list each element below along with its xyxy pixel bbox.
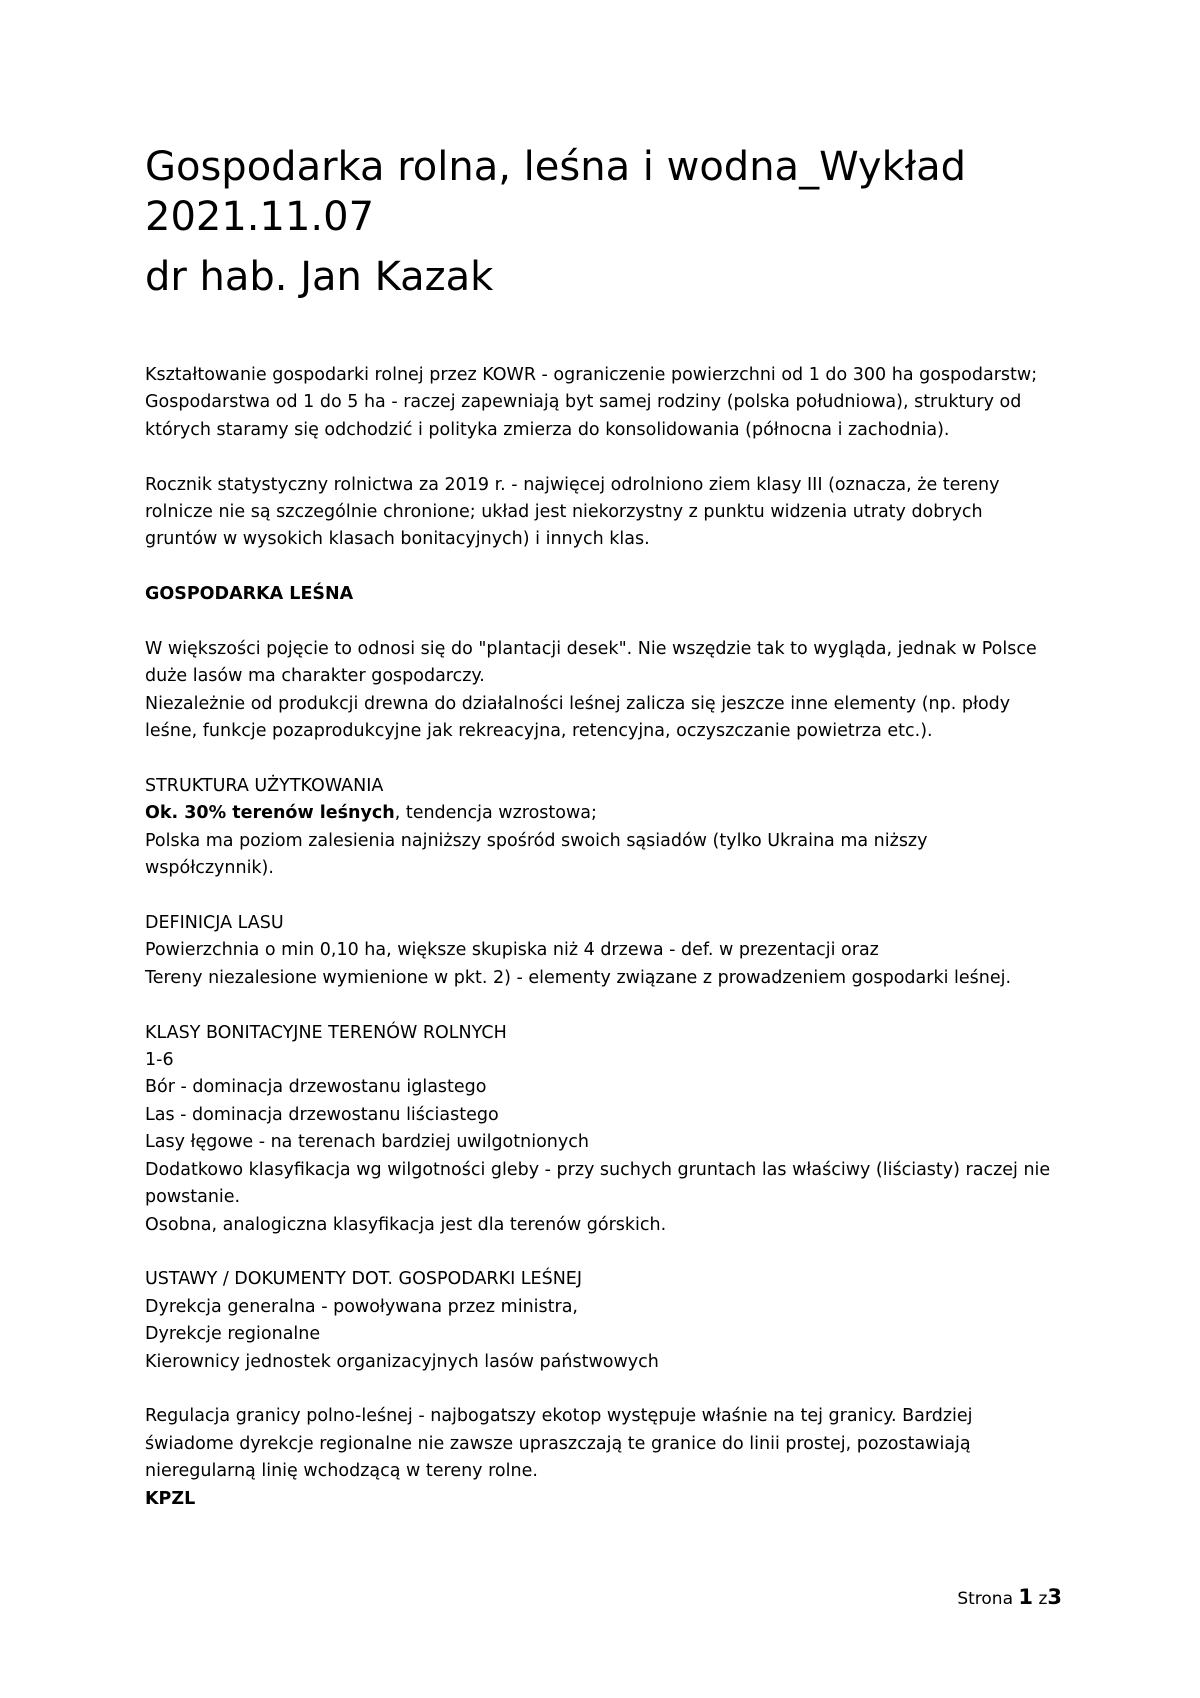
text-line: Gospodarstwa od 1 do 5 ha - raczej zapewniają byt samej rodziny (polska południowa), struktury od bbox=[145, 392, 1022, 413]
text-line: leśne, funkcje pozaprodukcyjne jak rekreacyjna, retencyjna, oczyszczanie powietrza etc.). bbox=[145, 721, 933, 742]
text-line: Dyrekcja generalna - powoływana przez ministra, bbox=[145, 1296, 578, 1317]
document-author: dr hab. Jan Kazak bbox=[145, 254, 494, 300]
page-separator: z bbox=[1038, 1589, 1048, 1609]
text-line: 1-6 bbox=[145, 1050, 174, 1071]
text-line: Kształtowanie gospodarki rolnej przez KOWR - ograniczenie powierzchni od 1 do 300 ha gospodarstw; bbox=[145, 365, 1038, 385]
text-line: Tereny niezalesione wymienione w pkt. 2) - elementy związane z prowadzeniem gospodarki leśnej. bbox=[145, 967, 1012, 988]
section-regulacja bbox=[145, 1403, 1075, 1513]
text-line: W większości pojęcie to odnosi się do "plantacji desek". Nie wszędzie tak to wygląda, jednak w Polsce bbox=[145, 639, 1037, 660]
paragraph-forest-intro bbox=[145, 636, 1075, 746]
text-line: rolnicze nie są szczególnie chronione; układ jest niekorzystny z punktu widzenia utraty dobrych bbox=[145, 502, 983, 523]
paragraph-rocznik bbox=[145, 472, 1075, 554]
text-line: Lasy łęgowe - na terenach bardziej uwilgotnionych bbox=[145, 1132, 589, 1153]
text-line: świadome dyrekcje regionalne nie zawsze upraszczają te granice do linii prostej, pozostawiają bbox=[145, 1433, 971, 1454]
section-ustawy bbox=[145, 1266, 1075, 1376]
section-heading-forest: GOSPODARKA LEŚNA bbox=[145, 584, 354, 605]
text-line: współczynnik). bbox=[145, 858, 274, 879]
text-line: powstanie. bbox=[145, 1187, 241, 1208]
section-heading-ustawy: USTAWY / DOKUMENTY DOT. GOSPODARKI LEŚNEJ bbox=[145, 1269, 583, 1290]
kpzl-label: KPZL bbox=[145, 1488, 196, 1509]
document-body bbox=[145, 362, 1075, 1513]
document-title-line-1: Gospodarka rolna, leśna i wodna_Wykład bbox=[145, 144, 967, 190]
section-heading-definicja: DEFINICJA LASU bbox=[145, 913, 284, 934]
text-line: Powierzchnia o min 0,10 ha, większe skupiska niż 4 drzewa - def. w prezentacji oraz bbox=[145, 940, 879, 961]
text-fragment: , tendencja wzrostowa; bbox=[394, 803, 597, 824]
section-heading-struktura: STRUKTURA UŻYTKOWANIA bbox=[145, 776, 384, 797]
section-heading-klasy: KLASY BONITACYJNE TERENÓW ROLNYCH bbox=[145, 1022, 507, 1043]
text-line: Osobna, analogiczna klasyfikacja jest dla terenów górskich. bbox=[145, 1214, 667, 1235]
text-line: Kierownicy jednostek organizacyjnych lasów państwowych bbox=[145, 1351, 659, 1372]
bold-fragment: Ok. 30% terenów leśnych bbox=[145, 803, 395, 824]
text-line: Niezależnie od produkcji drewna do działalności leśnej zalicza się jeszcze inne elementy (np. płody bbox=[145, 693, 1011, 714]
document-title-line-2: 2021.11.07 bbox=[145, 194, 375, 240]
section-definicja bbox=[145, 910, 1075, 992]
text-line: Dyrekcje regionalne bbox=[145, 1324, 321, 1345]
text-line: nieregularną linię wchodzącą w tereny rolne. bbox=[145, 1461, 538, 1482]
title-block bbox=[145, 142, 1075, 302]
text-line: Regulacja granicy polno-leśnej - najbogatszy ekotop występuje właśnie na tej granicy. Bardziej bbox=[145, 1406, 973, 1427]
section-klasy bbox=[145, 1020, 1075, 1239]
text-line: duże lasów ma charakter gospodarczy. bbox=[145, 666, 485, 687]
current-page-number: 1 bbox=[1018, 1585, 1034, 1609]
text-line: Bór - dominacja drzewostanu iglastego bbox=[145, 1077, 487, 1098]
text-line: Las - dominacja drzewostanu liściastego bbox=[145, 1104, 499, 1125]
paragraph-kowr bbox=[145, 362, 1075, 444]
text-line bbox=[145, 800, 1075, 827]
section-struktura bbox=[145, 773, 1075, 883]
text-line: Polska ma poziom zalesienia najniższy spośród swoich sąsiadów (tylko Ukraina ma niższy bbox=[145, 830, 928, 851]
total-page-count: 3 bbox=[1047, 1585, 1062, 1609]
page-label: Strona bbox=[957, 1589, 1013, 1609]
text-line: Dodatkowo klasyfikacja wg wilgotności gleby - przy suchych gruntach las właściwy (liściasty) raczej nie bbox=[145, 1159, 1051, 1180]
text-line: Rocznik statystyczny rolnictwa za 2019 r. - najwięcej odrolniono ziem klasy III (oznacza, że tereny bbox=[145, 474, 1000, 495]
page-number-footer bbox=[957, 1585, 1062, 1611]
text-line: gruntów w wysokich klasach bonitacyjnych) i innych klas. bbox=[145, 529, 650, 550]
text-line: których staramy się odchodzić i polityka zmierza do konsolidowania (północna i zachodnia). bbox=[145, 419, 950, 440]
